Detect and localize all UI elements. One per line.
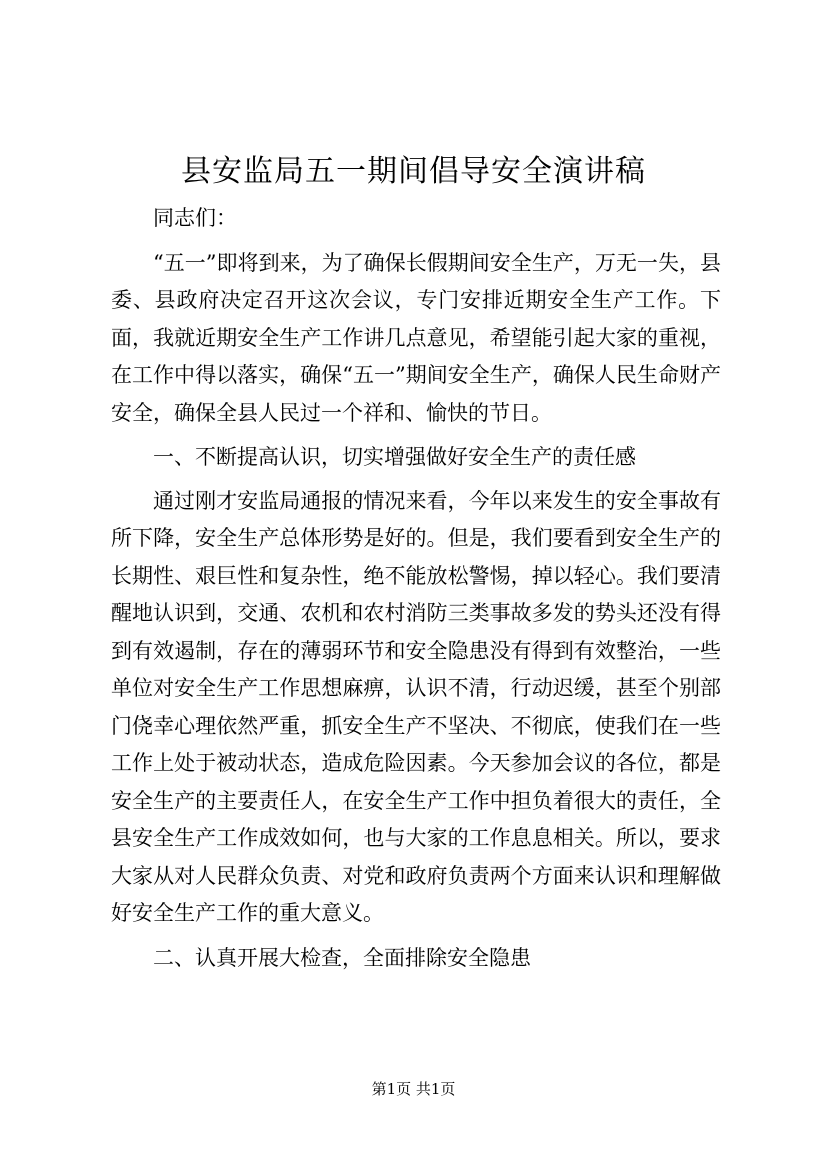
paragraph-intro: “五一”即将到来，为了确保长假期间安全生产，万无一失，县委、县政府决定召开这次会议，专门安排近期安全生产工作。下面，我就近期安全生产工作讲几点意见，希望能引起大家的重视，在工作中得以落实，确保“五一”期间安全生产，确保人民生命财产安全，确保全县人民过一个祥和、愉快的节日。 bbox=[111, 250, 721, 425]
document-title: 县安监局五一期间倡导安全演讲稿 bbox=[181, 154, 646, 189]
paragraph-section-1: 通过刚才安监局通报的情况来看，今年以来发生的安全事故有所下降，安全生产总体形势是好的。但是，我们要看到安全生产的长期性、艰巨性和复杂性，绝不能放松警惕，掉以轻心。我们要清醒地认识到，交通、农机和农村消防三类事故多发的势头还没有得到有效遏制，存在的薄弱环节和安全隐患没有得到有效整治，一些单位对安全生产工作思想麻痹，认识不清，行动迟缓，甚至个别部门侥幸心理依然严重，抓安全生产不坚决、不彻底，使我们在一些工作上处于被动状态，造成危险因素。今天参加会议的各位，都是安全生产的主要责任人，在安全生产工作中担负着很大的责任，全县安全生产工作成效如何，也与大家的工作息息相关。所以，要求大家从对人民群众负责、对党和政府负责两个方面来认识和理解做好安全生产工作的重大意义。 bbox=[111, 488, 721, 925]
document-body bbox=[111, 200, 721, 983]
page-footer: 第1页 共1页 bbox=[371, 1080, 456, 1098]
section-heading-1: 一、不断提高认识，切实增强做好安全生产的责任感 bbox=[153, 445, 636, 469]
salutation: 同志们： bbox=[153, 206, 237, 230]
section-heading-2: 二、认真开展大检查，全面排除安全隐患 bbox=[153, 945, 531, 970]
